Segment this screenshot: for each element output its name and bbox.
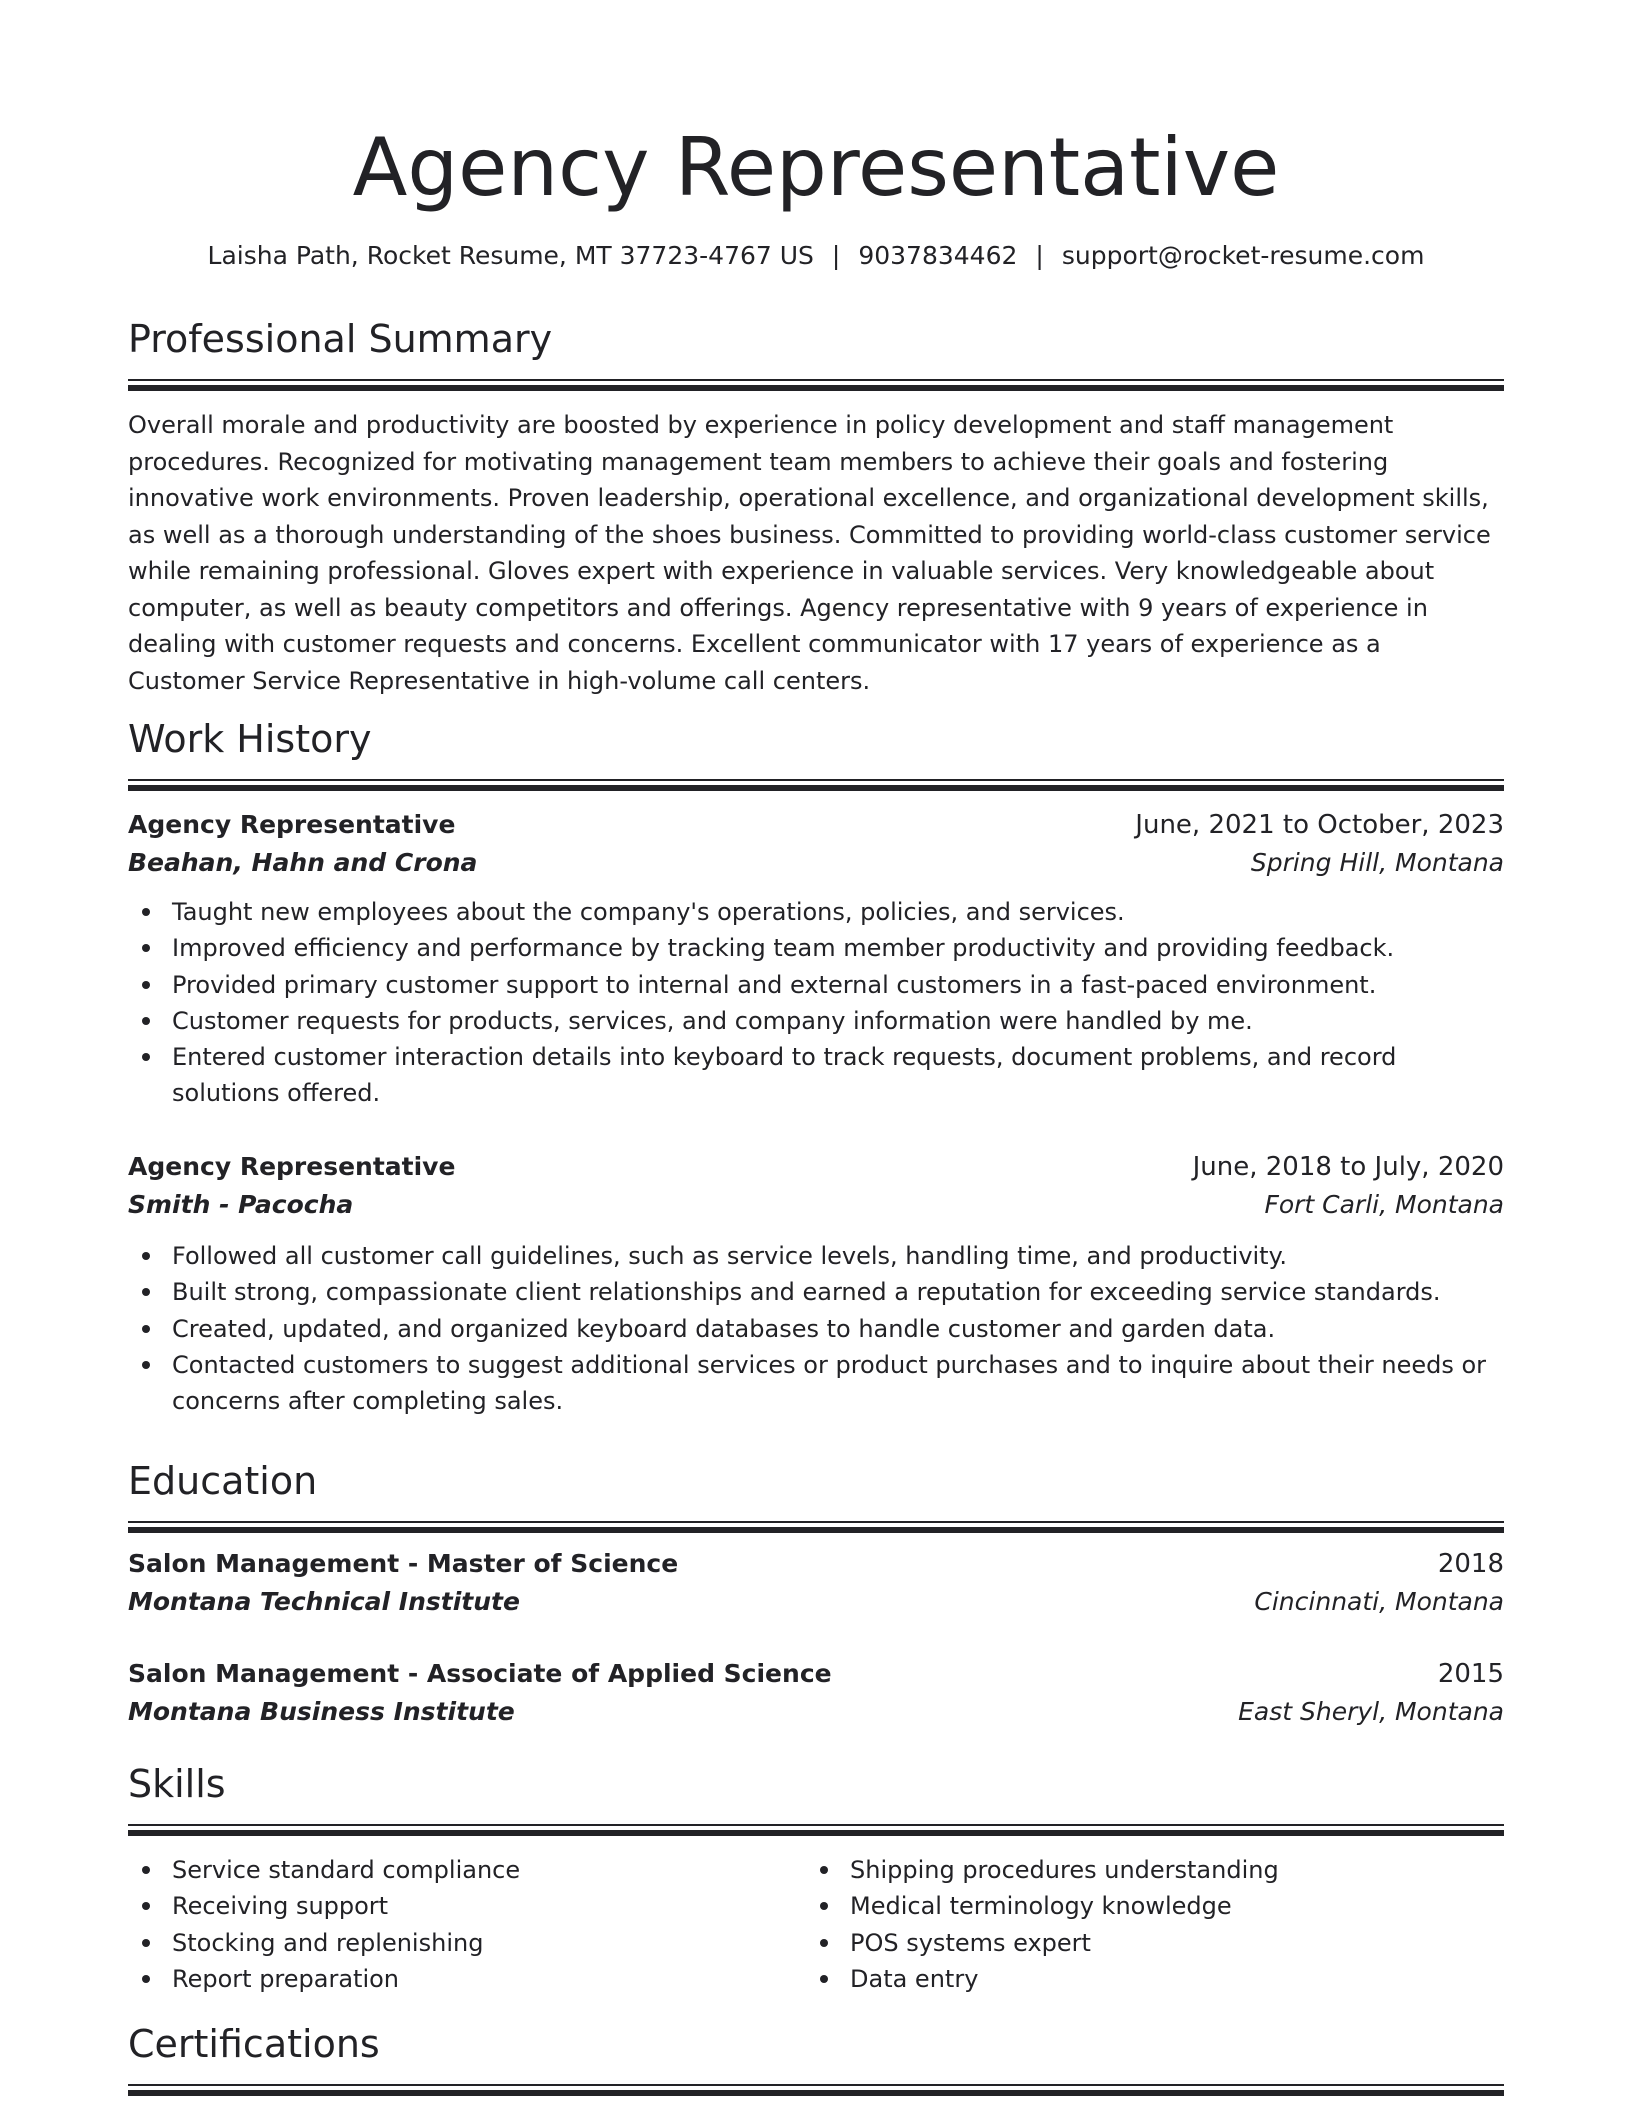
- education-entry: [128, 1655, 1504, 1731]
- section-divider: [128, 1521, 1504, 1533]
- contact-separator: |: [831, 241, 841, 270]
- list-item: Shipping procedures understanding: [806, 1852, 1484, 1888]
- skills-grid: [128, 1852, 1504, 1997]
- degree: Salon Management - Associate of Applied Science: [128, 1659, 832, 1688]
- list-item: Entered customer interaction details into keyboard to track requests, document problems, and record solutions offered.: [128, 1039, 1504, 1112]
- job-title: Agency Representative: [128, 1152, 456, 1181]
- skills-section: [128, 1760, 1504, 1997]
- job-dates: June, 2021 to October, 2023: [1135, 810, 1504, 840]
- section-title-skills: Skills: [128, 1762, 226, 1806]
- section-divider: [128, 1824, 1504, 1836]
- job-location: Fort Carli, Montana: [1264, 1190, 1504, 1219]
- job-entry: [128, 806, 1504, 1112]
- school-name: Montana Business Institute: [128, 1697, 515, 1726]
- degree: Salon Management - Master of Science: [128, 1549, 679, 1578]
- company-name: Beahan, Hahn and Crona: [128, 848, 478, 877]
- section-divider: [128, 2084, 1504, 2096]
- section-title-work-history: Work History: [128, 717, 372, 761]
- skills-column-right: [806, 1852, 1484, 1997]
- job-entry: [128, 1148, 1504, 1419]
- candidate-name: Agency Representative: [352, 121, 1280, 214]
- list-item: Service standard compliance: [128, 1852, 806, 1888]
- section-title-summary: Professional Summary: [128, 317, 553, 361]
- contact-email: support@rocket-resume.com: [1061, 241, 1425, 270]
- contact-separator: |: [1035, 241, 1044, 270]
- list-item: Created, updated, and organized keyboard databases to handle customer and garden data.: [128, 1311, 1504, 1347]
- section-divider: [128, 779, 1504, 791]
- section-title-education: Education: [128, 1459, 318, 1503]
- work-history-section: [128, 715, 1504, 791]
- contact-phone: 9037834462: [858, 241, 1018, 270]
- list-item: Receiving support: [128, 1888, 806, 1924]
- job-location: Spring Hill, Montana: [1250, 848, 1504, 877]
- list-item: Followed all customer call guidelines, such as service levels, handling time, and productivity.: [128, 1238, 1504, 1274]
- section-divider: [128, 379, 1504, 391]
- graduation-year: 2015: [1437, 1659, 1504, 1689]
- job-duties: [128, 894, 1504, 1112]
- list-item: Provided primary customer support to internal and external customers in a fast-paced environment.: [128, 967, 1504, 1003]
- list-item: Built strong, compassionate client relationships and earned a reputation for exceeding service standards.: [128, 1274, 1504, 1310]
- skills-column-left: [128, 1852, 806, 1997]
- school-name: Montana Technical Institute: [128, 1587, 520, 1616]
- list-item: Contacted customers to suggest additional services or product purchases and to inquire about their needs or concerns after completing sales.: [128, 1347, 1504, 1420]
- certifications-section: [128, 2020, 1504, 2096]
- graduation-year: 2018: [1437, 1549, 1504, 1579]
- list-item: Data entry: [806, 1961, 1484, 1997]
- list-item: Stocking and replenishing: [128, 1925, 806, 1961]
- list-item: Customer requests for products, services, and company information were handled by me.: [128, 1003, 1504, 1039]
- list-item: Report preparation: [128, 1961, 806, 1997]
- contact-line: [128, 238, 1504, 274]
- education-entry: [128, 1545, 1504, 1621]
- list-item: POS systems expert: [806, 1925, 1484, 1961]
- job-dates: June, 2018 to July, 2020: [1192, 1152, 1504, 1182]
- job-title: Agency Representative: [128, 810, 456, 839]
- list-item: Improved efficiency and performance by tracking team member productivity and providing feedback.: [128, 930, 1504, 966]
- list-item: Taught new employees about the company's operations, policies, and services.: [128, 894, 1504, 930]
- education-section: [128, 1457, 1504, 1533]
- job-duties: [128, 1238, 1504, 1419]
- school-location: Cincinnati, Montana: [1254, 1587, 1504, 1616]
- contact-address: Laisha Path, Rocket Resume, MT 37723-4767 US: [207, 241, 814, 270]
- list-item: Medical terminology knowledge: [806, 1888, 1484, 1924]
- school-location: East Sheryl, Montana: [1238, 1697, 1504, 1726]
- section-title-certifications: Certifications: [128, 2022, 380, 2066]
- summary-text: Overall morale and productivity are boosted by experience in policy development and staff management procedures. Recognized for motivating management team members to achieve their goals and fostering innovative work environments. Proven leadership, operational excellence, and organizational development skills, as well as a thorough understanding of the shoes business. Committed to providing world-class customer service while remaining professional. Gloves expert with experience in valuable services. Very knowledgeable about computer, as well as beauty competitors and offerings. Agency representative with 9 years of experience in dealing with customer requests and concerns. Excellent communicator with 17 years of experience as a Customer Service Representative in high-volume call centers.: [128, 411, 1491, 695]
- summary-section: [128, 315, 1504, 699]
- company-name: Smith - Pacocha: [128, 1190, 354, 1219]
